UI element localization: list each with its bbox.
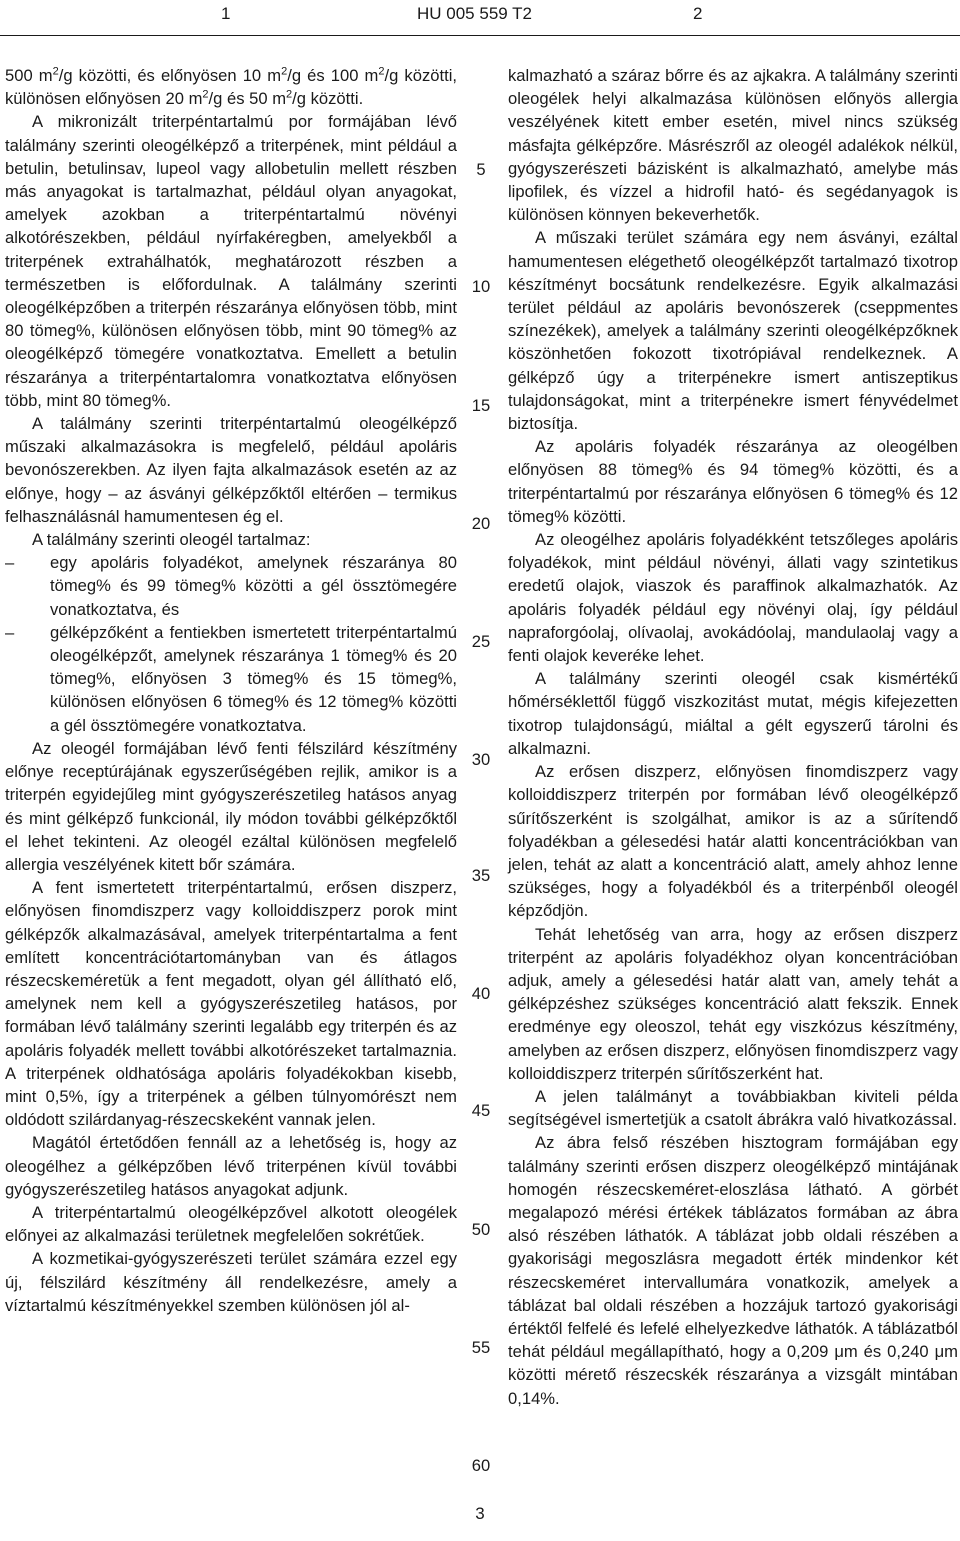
paragraph: Az oleogél formájában lévő fenti félszilárd készítmény előnye receptúrájának egyszerűségében rejlik, amikor is a triterpén egyidejűleg mint gyógyszerészetileg hatásos anyag és mint gélképző funkcionál, ily módon további gélképzőktől el lehet tekinteni. Az oleogél ezáltal különösen megfelelő allergia veszélyének kitett bőr számára. [5,738,457,874]
paragraph: A mikronizált triterpéntartalmú por formájában lévő találmány szerinti oleogélképző a triterpének, mint például a betulin, betulinsav, lupeol vagy allobetulin mellett részben más anyagokat is tartalmazhat, például olyan anyagokat, amelyek azokban a triterpéntartalmú növényi alkotórészekben, például nyírfakéregben, amelyekből a triterpének extrahálhatók, meghatározott részben a természetben is előfordulnak. A találmány szerinti oleogélképzőben a triterpén részaránya előnyösen több, mint 80 tömeg%, különösen előnyösen több, mint 90 tömeg% az oleogélképző tömegére vonatkoztatva. Emellett a betulin részaránya a triterpéntartalomra vonatkoztatva előnyösen több, mint 80 tömeg%. [5,112,457,410]
line-number: 30 [471,750,491,769]
left-page-number: 1 [221,4,231,23]
paragraph: A fent ismertetett triterpéntartalmú, erősen diszperz, előnyösen finomdiszperz vagy kolloiddiszperz porok mint gélképzők alkalmazásával, amelyek triterpéntartalma a fent említett koncentrációtartományban van és átlagos részecskeméretük a fent megadott, olyan gél állítható elő, amelynek nem kell a gyógyszerészetileg hatásos, por formában lévő találmány szerinti legalább egy triterpén és az apoláris folyadék mellett további alkotórészeket tartalmaznia. A triterpének oldhatósága apoláris folyadékokban kisebb, mint 0,5%, így a triterpének a gélben túlnyomórészt nem oldódott szilárdanyag-részecskeként vannak jelen. [5,878,457,1130]
line-number: 35 [471,866,491,885]
paragraph: Tehát lehetőség van arra, hogy az erősen diszperz triterpént az apoláris folyadékhoz olyan koncentrációban adjuk, amely a gélesedési határ alatt van, amely tehát a gélképzéshez szükséges koncentráció alatt fekszik. Ennek eredménye egy oleoszol, tehát egy viszkózus készítmény, amelyben az erősen diszperz, előnyösen finomdiszperz vagy kolloiddiszperz triterpén sűrítőszerként hat. [508,924,958,1083]
line-number: 15 [471,396,491,415]
document-number: HU 005 559 T2 [417,4,532,23]
right-column [508,64,958,1410]
list-item: – gélképzőként a fentiekben ismertetett triterpéntartalmú oleogélképzőt, amelynek részaránya 1 tömeg% és 20 tömeg%, előnyösen 3 tömeg% és 15 tömeg%, különösen előnyösen 6 tömeg% és 12 tömeg% közötti a gél össztömegére vonatkoztatva. [5,622,457,735]
composition-list [5,551,457,737]
paragraph: Az apoláris folyadék részaránya az oleogélben előnyösen 88 tömeg% és 94 tömeg% közötti, és a triterpéntartalmú por részaránya előnyösen 6 tömeg% és 12 tömeg% közötti. [508,437,958,526]
line-number: 25 [471,632,491,651]
list-item: – egy apoláris folyadékot, amelynek részaránya 80 tömeg% és 99 tömeg% közötti a gél össztömegére vonatkoztatva, és [5,553,457,619]
page-header [0,0,960,36]
paragraph: Az oleogélhez apoláris folyadékként tetszőleges apoláris folyadékok, mint például növényi, állati vagy szintetikus eredetű olajok, viaszok és paraffinok alkalmazhatók. Az apoláris folyadék például egy növényi olaj, így például napraforgóolaj, olívaolaj, avokádóolaj, mandulaolaj vagy a fenti olajok keveréke lehet. [508,530,958,666]
line-number: 20 [471,514,491,533]
line-number: 45 [471,1101,491,1120]
intro-paragraph: 500 $m^2/g$ közötti, és előnyösen 10 $m^2/g$ és 100 $m^2/g$ közötti, különösen előnyösen 20 $m^2/g$ és 50 $m^2/g$ közötti. [5,65,457,109]
line-number: 55 [471,1338,491,1357]
left-column [5,64,457,1317]
paragraph: A találmány szerinti oleogél csak kismértékű hőmérséklettől függő viszkozitást mutat, mégis kifejezetten tixotrop tulajdonságú, miáltal a gélt egyszerű tárolni és alkalmazni. [508,669,958,758]
line-number: 40 [471,984,491,1003]
paragraph: Az erősen diszperz, előnyösen finomdiszperz vagy kolloiddiszperz triterpén por formában lévő oleogélképző sűrítőszerként is szolgálhat, amikor is az a sűrítendő folyadékban a gélesedési határ alatti koncentrációkban van jelen, tehát az alatt a koncentráció alatt, amely ahhoz lenne szükséges, hogy a folyadékból és a triterpénből oleogél képződjön. [508,762,958,921]
paragraph: A triterpéntartalmú oleogélképzővel alkotott oleogélek előnyei az alkalmazási területnek megfelelően sokrétűek. [5,1202,457,1246]
paragraph: kalmazható a száraz bőrre és az ajkakra. A találmány szerinti oleogélek helyi alkalmazása különösen előnyös allergia veszélyének kitett ember esetén, mivel nincs szükség másfajta gélképzőre. Másrészről az oleogél adalékok nélkül, gyógyszerészeti bázisként is alkalmazható, amelybe más lipofilek, és vízzel a hidrofil ható- és segédanyagok is különösen könnyen bekeverhetők. [508,66,958,225]
paragraph: A műszaki terület számára egy nem ásványi, ezáltal hamumentesen elégethető oleogélképzőt tartalmazó tixotrop készítményt bocsátunk rendelkezésre. Egyik alkalmazási terület például az apoláris bevonószerek (cseppmentes színezékek), amelyek a találmány szerinti oleogélképzőknek köszönhetően fokozott tixotrópiával rendelkeznek. A gélképző úgy a triterpénekre ismert antiszeptikus tulajdonságokat, mint a triterpénekre ismert fényvédelmet biztosítja. [508,228,958,434]
line-number: 60 [471,1456,491,1475]
line-number: 5 [476,160,486,179]
header-rule [0,35,960,36]
right-page-number: 2 [693,4,703,23]
line-number: 50 [471,1220,491,1239]
paragraph: A találmány szerinti triterpéntartalmú oleogélképző műszaki alkalmazásokra is megfelelő, például apoláris bevonószerekben. Az ilyen fajta alkalmazások esetén az az előnye, hogy – az ásványi gélképzőktől eltérően – termikus felhasználásnál hamumentesen ég el. [5,414,457,526]
paragraph: A kozmetikai-gyógyszerészeti terület számára ezzel egy új, félszilárd készítmény áll rendelkezésre, amely a víztartalmú készítményekkel szemben különösen jól al- [5,1249,457,1315]
paragraph: A találmány szerinti oleogél tartalmaz: [32,530,311,550]
line-number: 10 [471,277,491,296]
paragraph: Magától értetődően fennáll az a lehetőség is, hogy az oleogélhez a gélképzőben lévő triterpénen kívül további gyógyszerészetileg hatásos anyagokat adjunk. [5,1133,457,1199]
paragraph: Az ábra felső részében hisztogram formájában egy találmány szerinti erősen diszperz oleogélképző mintájának homogén részecskeméret-eloszlása látható. A görbét megalapozó mérési értékek táblázatos formában az ábra alsó részében láthatók. A táblázat jobb oldali részében a gyakorisági megoszlásra megadott érték mindenkor két részecskeméret intervallumára vonatkozik, amelyek a táblázat bal oldali részében a hozzájuk tartozó gyakorisági értéktől felfelé és lefelé elhelyezkedve láthatók. A táblázatból tehát például megállapítható, hogy a 0,209 μm és 0,240 μm közötti mérető részecskék részaránya a vizsgált mintában 0,14%. [508,1133,958,1408]
paragraph: A jelen találmányt a továbbiakban kiviteli példa segítségével ismertetjük a csatolt ábrákra való hivatkozással. [508,1086,958,1130]
footer-page-number: 3 [475,1504,485,1523]
